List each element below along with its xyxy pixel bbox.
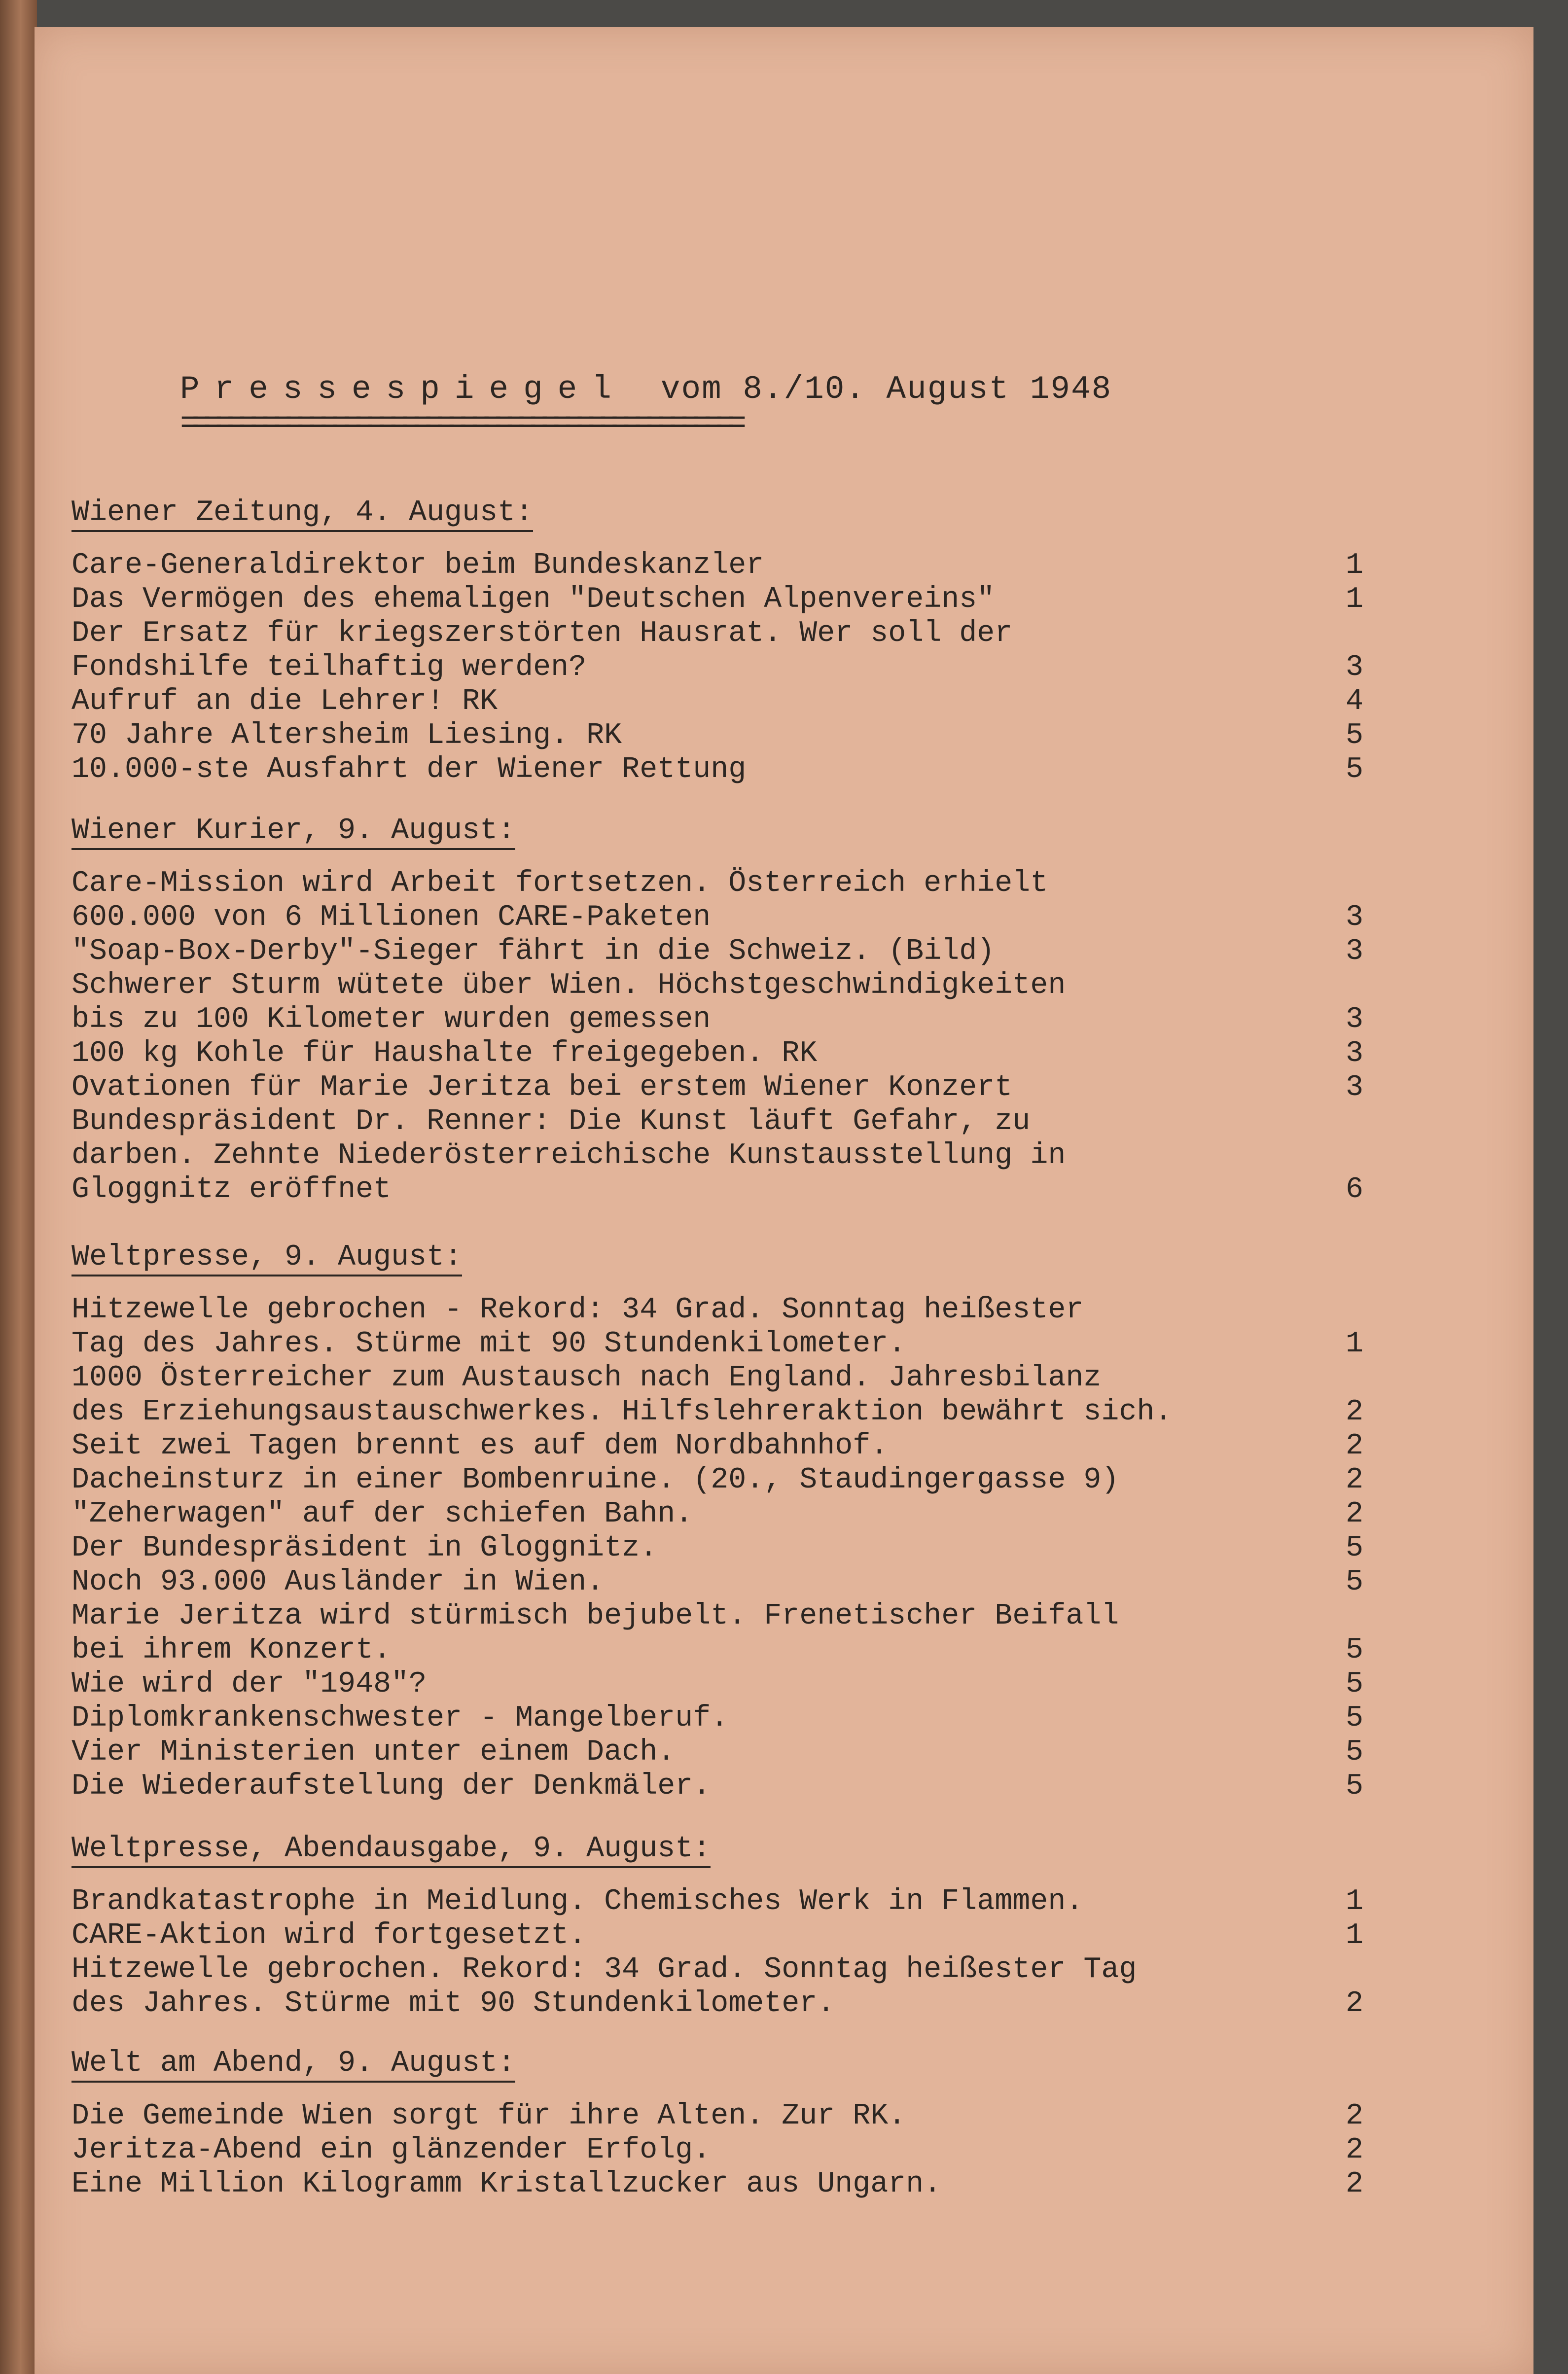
item-page: 5 xyxy=(1345,1531,1363,1565)
item-page: 1 xyxy=(1345,549,1363,582)
list-item xyxy=(71,1599,1363,1667)
list-item xyxy=(71,2167,1363,2201)
list-item xyxy=(71,685,1363,719)
list-item xyxy=(71,1667,1363,1701)
item-page: 1 xyxy=(1345,1919,1363,1952)
item-title: Bundespräsident Dr. Renner: Die Kunst läuft Gefahr, zu darben. Zehnte Niederösterreichische Kunstausstellung in Gloggnitz eröffnet xyxy=(71,1105,1066,1206)
item-page: 5 xyxy=(1345,1770,1363,1803)
item-page: 3 xyxy=(1345,901,1363,934)
item-title: Noch 93.000 Ausländer in Wien. xyxy=(71,1565,605,1599)
item-title: Die Wiederaufstellung der Denkmäler. xyxy=(71,1770,711,1803)
item-title: Jeritza-Abend ein glänzender Erfolg. xyxy=(71,2133,711,2167)
item-page: 5 xyxy=(1345,719,1363,752)
item-title: Care-Mission wird Arbeit fortsetzen. Österreich erhielt 600.000 von 6 Millionen CARE-Paketen xyxy=(71,867,1048,934)
section-welt-am-abend xyxy=(71,2046,1363,2201)
item-page: 2 xyxy=(1345,1497,1363,1531)
list-item xyxy=(71,1770,1363,1804)
list-item xyxy=(71,1429,1363,1463)
list-item xyxy=(71,1565,1363,1599)
section-heading: Wiener Kurier, 9. August: xyxy=(71,814,515,850)
title-line xyxy=(180,365,1225,414)
list-item xyxy=(71,1736,1363,1770)
list-item xyxy=(71,867,1363,935)
title-block xyxy=(180,365,1225,434)
item-page: 2 xyxy=(1345,1987,1363,2020)
section-heading: Weltpresse, 9. August: xyxy=(71,1240,462,1276)
item-title: Diplomkrankenschwester - Mangelberuf. xyxy=(71,1701,729,1735)
section-wiener-zeitung xyxy=(71,496,1363,787)
section-weltpresse xyxy=(71,1240,1363,1804)
list-item xyxy=(71,1293,1363,1361)
item-title: Ovationen für Marie Jeritza bei erstem Wiener Konzert xyxy=(71,1071,1013,1104)
list-item xyxy=(71,1701,1363,1736)
item-title: Der Ersatz für kriegszerstörten Hausrat. Wer soll der Fondshilfe teilhaftig werden? xyxy=(71,617,1013,684)
item-title: CARE-Aktion wird fortgesetzt. xyxy=(71,1919,587,1952)
item-title: Wie wird der "1948"? xyxy=(71,1667,427,1701)
item-page: 3 xyxy=(1345,1003,1363,1036)
item-page: 5 xyxy=(1345,1701,1363,1735)
item-page: 1 xyxy=(1345,583,1363,616)
item-page: 1 xyxy=(1345,1885,1363,1918)
section-heading: Wiener Zeitung, 4. August: xyxy=(71,496,533,532)
item-title: "Soap-Box-Derby"-Sieger fährt in die Schweiz. (Bild) xyxy=(71,935,995,968)
item-page: 5 xyxy=(1345,753,1363,786)
list-item xyxy=(71,1885,1363,1919)
item-title: Schwerer Sturm wütete über Wien. Höchstgeschwindigkeiten bis zu 100 Kilometer wurden gemessen xyxy=(71,969,1066,1036)
title-date: vom 8./10. August 1948 xyxy=(660,371,1112,408)
item-title: Das Vermögen des ehemaligen "Deutschen Alpenvereins" xyxy=(71,583,995,616)
item-page: 4 xyxy=(1345,685,1363,718)
item-title: "Zeherwagen" auf der schiefen Bahn. xyxy=(71,1497,693,1531)
item-title: Brandkatastrophe in Meidlung. Chemisches Werk in Flammen. xyxy=(71,1885,1084,1918)
list-item xyxy=(71,1919,1363,1953)
item-page: 5 xyxy=(1345,1667,1363,1701)
list-item xyxy=(71,1071,1363,1105)
item-page: 5 xyxy=(1345,1565,1363,1599)
item-page: 2 xyxy=(1345,1395,1363,1429)
item-title: 10.000-ste Ausfahrt der Wiener Rettung xyxy=(71,753,747,786)
item-title: Marie Jeritza wird stürmisch bejubelt. Frenetischer Beifall bei ihrem Konzert. xyxy=(71,1599,1119,1667)
item-page: 2 xyxy=(1345,2133,1363,2167)
list-item xyxy=(71,617,1363,685)
item-page: 2 xyxy=(1345,2099,1363,2133)
item-page: 3 xyxy=(1345,935,1363,968)
list-item xyxy=(71,1037,1363,1071)
item-page: 2 xyxy=(1345,1463,1363,1497)
item-page: 5 xyxy=(1345,1633,1363,1667)
list-item xyxy=(71,1361,1363,1429)
list-item xyxy=(71,1463,1363,1497)
item-title: Aufruf an die Lehrer! RK xyxy=(71,685,498,718)
section-wiener-kurier xyxy=(71,814,1363,1207)
item-title: Vier Ministerien unter einem Dach. xyxy=(71,1736,676,1769)
section-heading: Welt am Abend, 9. August: xyxy=(71,2046,515,2083)
list-item xyxy=(71,583,1363,617)
item-page: 5 xyxy=(1345,1736,1363,1769)
item-title: Seit zwei Tagen brennt es auf dem Nordbahnhof. xyxy=(71,1429,889,1463)
list-item xyxy=(71,1953,1363,2021)
list-item xyxy=(71,1105,1363,1207)
item-page: 2 xyxy=(1345,2167,1363,2201)
item-title: Hitzewelle gebrochen - Rekord: 34 Grad. Sonntag heißester Tag des Jahres. Stürme mit 90 Stundenkilometer. xyxy=(71,1293,1084,1361)
item-page: 3 xyxy=(1345,651,1363,684)
item-page: 6 xyxy=(1345,1173,1363,1206)
item-page: 1 xyxy=(1345,1327,1363,1361)
list-item xyxy=(71,2099,1363,2133)
item-title: Hitzewelle gebrochen. Rekord: 34 Grad. Sonntag heißester Tag des Jahres. Stürme mit 90 Stundenkilometer. xyxy=(71,1953,1137,2020)
list-item xyxy=(71,2133,1363,2167)
item-title: Der Bundespräsident in Gloggnitz. xyxy=(71,1531,658,1565)
item-page: 2 xyxy=(1345,1429,1363,1463)
list-item xyxy=(71,1497,1363,1531)
item-page: 3 xyxy=(1345,1071,1363,1104)
item-title: Die Gemeinde Wien sorgt für ihre Alten. Zur RK. xyxy=(71,2099,906,2133)
section-heading: Weltpresse, Abendausgabe, 9. August: xyxy=(71,1832,711,1868)
list-item xyxy=(71,1531,1363,1565)
list-item xyxy=(71,719,1363,753)
item-page: 3 xyxy=(1345,1037,1363,1070)
list-item xyxy=(71,969,1363,1037)
item-title: Dacheinsturz in einer Bombenruine. (20., Staudingergasse 9) xyxy=(71,1463,1119,1497)
item-title: 70 Jahre Altersheim Liesing. RK xyxy=(71,719,622,752)
item-title: 100 kg Kohle für Haushalte freigegeben. RK xyxy=(71,1037,818,1070)
list-item xyxy=(71,753,1363,787)
title-word: Pressespiegel xyxy=(180,371,626,408)
section-weltpresse-abendausgabe xyxy=(71,1832,1363,2021)
item-title: 1000 Österreicher zum Austausch nach England. Jahresbilanz des Erziehungsaustauschwerkes. Hilfslehreraktion bewährt sich. xyxy=(71,1361,1173,1429)
title-rule: ================================================ xyxy=(180,414,739,434)
item-title: Care-Generaldirektor beim Bundeskanzler xyxy=(71,549,764,582)
item-title: Eine Million Kilogramm Kristallzucker aus Ungarn. xyxy=(71,2167,942,2201)
list-item xyxy=(71,935,1363,969)
list-item xyxy=(71,549,1363,583)
